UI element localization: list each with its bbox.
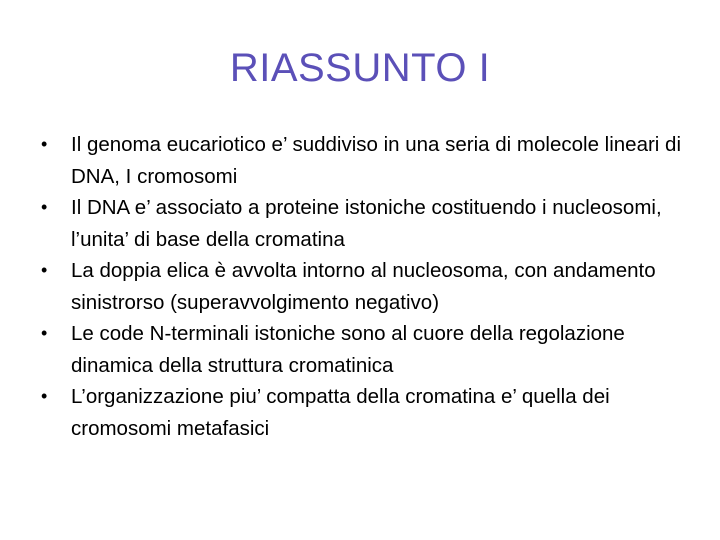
bullet-text: La doppia elica è avvolta intorno al nucleosoma, con andamento sinistrorso (superavvolgimento negativo) bbox=[71, 259, 656, 314]
bullet-icon: • bbox=[41, 386, 48, 406]
bullet-icon: • bbox=[41, 197, 48, 217]
list-item bbox=[41, 381, 681, 444]
list-item bbox=[41, 318, 681, 381]
list-item bbox=[41, 255, 681, 318]
bullet-icon: • bbox=[41, 134, 48, 154]
bullet-text: Il DNA e’ associato a proteine istoniche costituendo i nucleosomi, l’unita’ di base della cromatina bbox=[71, 196, 662, 251]
bullet-text: L’organizzazione piu’ compatta della cromatina e’ quella dei cromosomi metafasici bbox=[71, 385, 610, 440]
slide-title: RIASSUNTO I bbox=[229, 46, 491, 90]
list-item bbox=[41, 129, 681, 192]
bullet-text: Le code N-terminali istoniche sono al cuore della regolazione dinamica della struttura cromatinica bbox=[71, 322, 625, 377]
bullet-list bbox=[41, 129, 681, 444]
bullet-icon: • bbox=[41, 260, 48, 280]
list-item bbox=[41, 192, 681, 255]
bullet-text: Il genoma eucariotico e’ suddiviso in una seria di molecole lineari di DNA, I cromosomi bbox=[71, 133, 682, 188]
bullet-icon: • bbox=[41, 323, 48, 343]
